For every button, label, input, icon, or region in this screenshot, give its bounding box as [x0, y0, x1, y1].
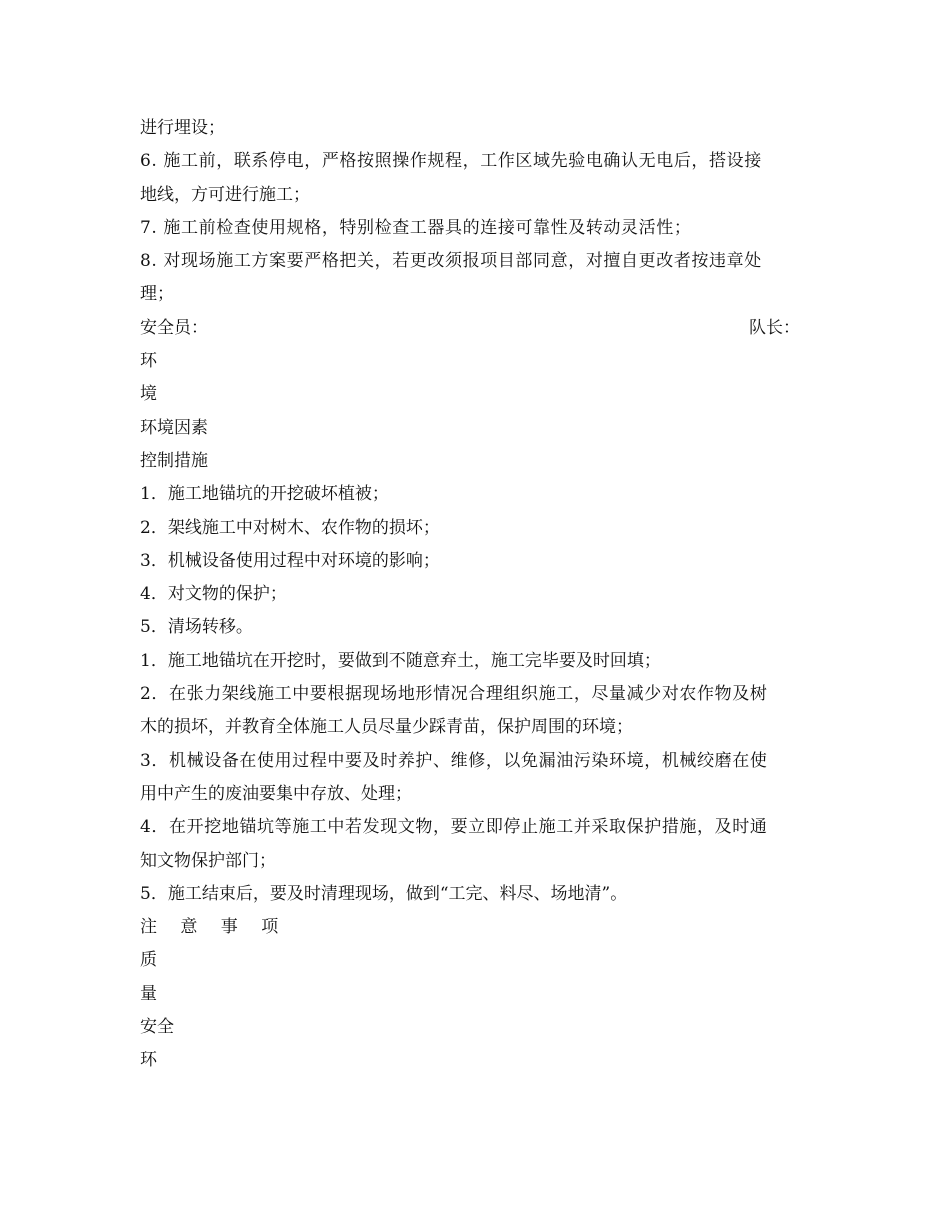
- list-item: 1．施工地锚坑在开挖时，要做到不随意弃土，施工完毕要及时回填；: [140, 650, 661, 671]
- text-line: 理；: [140, 284, 174, 305]
- list-item: 2．在张力架线施工中要根据现场地形情况合理组织施工，尽量减少对农作物及树: [140, 684, 768, 705]
- signature-row: [140, 312, 800, 345]
- text-line: 地线，方可进行施工；: [140, 184, 310, 205]
- text-line: 境: [140, 384, 157, 405]
- list-item: 3．机械设备使用过程中对环境的影响；: [140, 550, 440, 571]
- text-line: 环: [140, 1050, 157, 1071]
- section-label-environment-factors: 环境因素: [140, 417, 208, 438]
- text-line: 量: [140, 983, 157, 1004]
- list-item: 1．施工地锚坑的开挖破坏植被；: [140, 484, 389, 505]
- list-item: 5．施工结束后，要及时清理现场，做到“工完、料尽、场地清”。: [140, 883, 628, 904]
- list-item: 4．对文物的保护；: [140, 584, 287, 605]
- list-item: 5．清场转移。: [140, 617, 253, 638]
- text-line: 环: [140, 351, 157, 372]
- list-item-continued: 用中产生的废油要集中存放、处理；: [140, 783, 412, 804]
- text-line: 6. 施工前，联系停电，严格按照操作规程，工作区域先验电确认无电后，搭设接: [140, 151, 762, 172]
- document-body: [140, 112, 815, 1078]
- list-item: 2．架线施工中对树木、农作物的损坏；: [140, 517, 440, 538]
- text-line: 8. 对现场施工方案要严格把关，若更改须报项目部同意，对擅自更改者按违章处: [140, 251, 762, 272]
- list-item-continued: 知文物保护部门；: [140, 850, 276, 871]
- section-label-control-measures: 控制措施: [140, 450, 208, 471]
- captain-label: 队长：: [749, 317, 800, 338]
- list-item: 4．在开挖地锚坑等施工中若发现文物，要立即停止施工并采取保护措施，及时通: [140, 817, 768, 838]
- text-line: 安全: [140, 1017, 174, 1038]
- safety-officer-label: 安全员：: [140, 317, 208, 338]
- text-line: 质: [140, 950, 157, 971]
- text-line: 进行埋设；: [140, 118, 225, 138]
- list-item: 3．机械设备在使用过程中要及时养护、维修，以免漏油污染环境，机械绞磨在使: [140, 750, 768, 771]
- list-item-continued: 木的损坏，并教育全体施工人员尽量少踩青苗，保护周围的环境；: [140, 717, 633, 738]
- text-line: 7. 施工前检查使用规格，特别检查工器具的连接可靠性及转动灵活性；: [140, 217, 692, 238]
- notes-heading: 注 意 事 项: [140, 917, 288, 938]
